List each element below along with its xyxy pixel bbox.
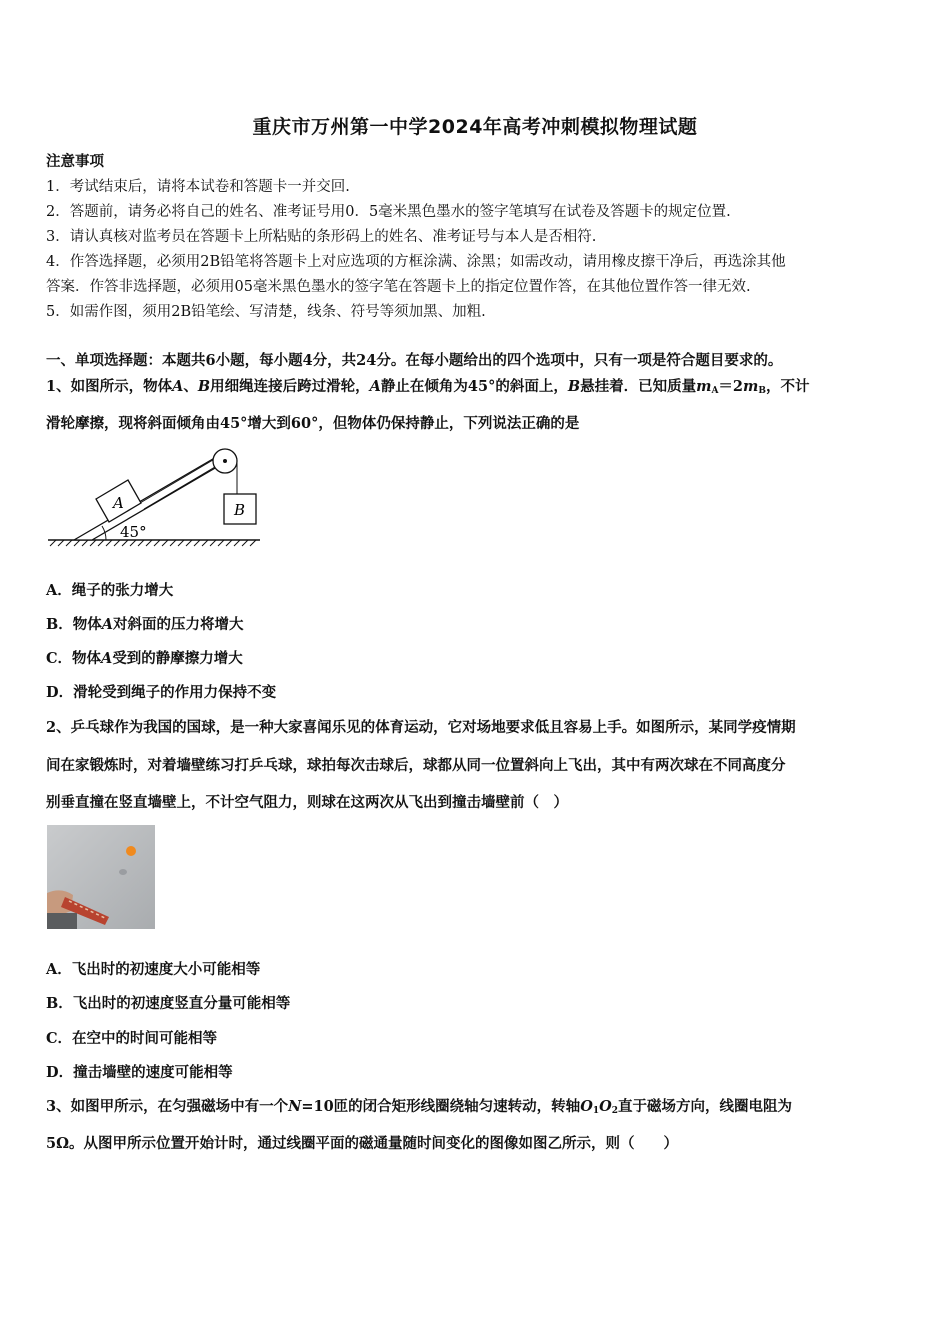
q3-stem-line1 (46, 1097, 792, 1121)
q1-stem-line2: 滑轮摩擦，现将斜面倾角由45°增大到60°，但物体仍保持静止，下列说法正确的是 (46, 415, 580, 432)
option-text: B．物体 (46, 616, 102, 633)
notice-item: 2．答题前，请务必将自己的姓名、准考证号用0．5毫米黑色墨水的签字笔填写在试卷及答题卡的规定位置. (46, 204, 731, 220)
section-heading: 一、单项选择题：本题共6小题，每小题4分，共24分。在每小题给出的四个选项中，只有一项是符合题目要求的。 (46, 352, 783, 369)
option-text: C．物体 (46, 650, 102, 667)
q1-text: ＝2 (718, 378, 744, 395)
notice-item: 4．作答选择题，必须用2B铅笔将答题卡上对应选项的方框涂满、涂黑；如需改动，请用橡皮擦干净后，再选涂其他 (46, 254, 786, 270)
q1-option-c[interactable] (46, 649, 243, 669)
q1-var: B (567, 378, 581, 395)
notice-item: 1．考试结束后，请将本试卷和答题卡一并交回. (46, 179, 350, 195)
q1-stem-line1 (46, 377, 809, 401)
option-var: A (101, 650, 113, 667)
angle-label: 45° (120, 523, 147, 541)
q1-var: A (369, 378, 381, 395)
q3-var: O (580, 1098, 593, 1115)
q2-option-c[interactable]: C．在空中的时间可能相等 (46, 1030, 218, 1047)
q3-text: =10匝的闭合矩形线圈绕轴匀速转动，转轴 (301, 1098, 581, 1115)
q1-var: m (743, 378, 759, 395)
q1-text: 用细绳连接后跨过滑轮， (210, 378, 370, 395)
q1-var: B (197, 378, 211, 395)
option-text: 对斜面的压力将增大 (113, 616, 244, 633)
q2-pingpong-photo (47, 825, 155, 929)
q1-option-b[interactable] (46, 615, 244, 635)
q1-text: 、 (183, 378, 198, 395)
notice-item: 5．如需作图，须用2B铅笔绘、写清楚，线条、符号等须加黑、加粗. (46, 304, 486, 320)
q1-option-d[interactable] (46, 683, 276, 703)
q1-var: A (172, 378, 184, 395)
q2-stem-line2: 间在家锻炼时，对着墙壁练习打乒乓球，球拍每次击球后，球都从同一位置斜向上飞出，其中有两次球在不同高度分 (46, 757, 786, 774)
notice-item: 3．请认真核对监考员在答题卡上所粘贴的条形码上的姓名、准考证号与本人是否相符. (46, 229, 597, 245)
option-text: A．绳子的张力增大 (46, 582, 174, 599)
q1-sub: B (758, 386, 766, 396)
block-b-label: B (234, 501, 246, 519)
notice-item: 答案．作答非选择题，必须用05毫米黑色墨水的签字笔在答题卡上的指定位置作答，在其他位置作答一律无效. (46, 279, 751, 295)
q1-text: 1、如图所示，物体 (46, 378, 173, 395)
q2-stem-line1: 2、乒乓球作为我国的国球，是一种大家喜闻乐见的体育运动，它对场地要求低且容易上手。如图所示，某同学疫情期 (46, 719, 796, 736)
q1-var: m (696, 378, 712, 395)
q2-option-a[interactable]: A．飞出时的初速度大小可能相等 (46, 961, 261, 978)
option-text: D．滑轮受到绳子的作用力保持不变 (46, 684, 277, 701)
q3-text: 直于磁场方向，线圈电阻为 (618, 1098, 792, 1115)
q3-var: N (288, 1098, 302, 1115)
option-text: 受到的静摩擦力增大 (112, 650, 243, 667)
notice-heading: 注意事项 (46, 153, 104, 170)
page-title: 重庆市万州第一中学2024年高考冲刺模拟物理试题 (252, 116, 698, 138)
q1-option-a[interactable] (46, 581, 173, 601)
q1-sub: A (711, 386, 719, 396)
q2-option-b[interactable]: B．飞出时的初速度竖直分量可能相等 (46, 995, 291, 1012)
q3-sub: 2 (611, 1106, 618, 1116)
q1-text: 静止在倾角为45°的斜面上， (380, 378, 568, 395)
q1-text: ，不计 (765, 378, 810, 395)
q3-sub: 1 (592, 1106, 600, 1116)
q2-option-d[interactable]: D．撞击墙壁的速度可能相等 (46, 1064, 233, 1081)
q2-stem-line3: 别垂直撞在竖直墙壁上，不计空气阻力，则球在这两次从飞出到撞击墙壁前（ ） (46, 794, 568, 811)
q1-incline-figure (44, 440, 264, 552)
q1-text: 悬挂着．已知质量 (580, 378, 697, 395)
block-a-label: A (113, 494, 124, 512)
q3-var: O (599, 1098, 612, 1115)
q3-text: 3、如图甲所示，在匀强磁场中有一个 (46, 1098, 289, 1115)
option-var: A (101, 616, 114, 633)
q3-stem-line2: 5Ω。从图甲所示位置开始计时，通过线圈平面的磁通量随时间变化的图像如图乙所示，则（ ） (46, 1135, 678, 1152)
